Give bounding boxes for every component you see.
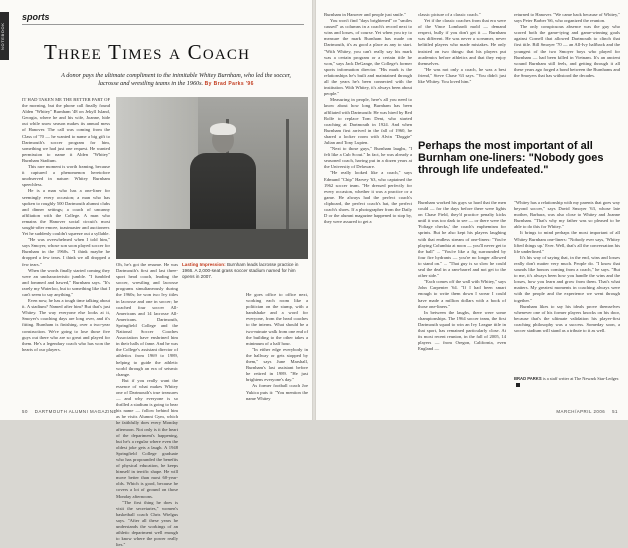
paragraph: In between the laughs, there were some championships. The 1964 soccer team, the first Dartmouth squad to win an Ivy League title in that sport, has remained particularly close. At its most recent reunion, in the fall of 2005, 14 players — from Oregon, California, even England —	[418, 309, 506, 352]
paragraph: You won't find "days brightened" or "smiles caused" as columns in a coach's record next to wins and losses, of course. Yet when you try to measure the mark Burnham has made on Dartmouth, it's as good a place as any to start. "With Whitey, you can't really say his mark was a certain program or a certain title he won," says Jack DeGange, the College's former sports information director. "His mark is the relationships he's built and maintained through all the years he's been connected with the institution. With Whitey, it's always been about people."	[324, 18, 412, 97]
paragraph: It's his way of saying that, in the end, wins and losses really don't matter very much. People do. "I know that sounds like honors coming from a coach," he says. "But to me, it's always been how you handle the wins and the losses, how you learn and grow from them. That's what matters. My greatest moments in coaching always were with the people and the experience we went through together."	[514, 254, 620, 303]
paragraph: IT HAD TAKEN ME THE BETTER PART OF the morning, but the phone call finally found Alden "Whitey" Burnham '48 on Jekyll Island, Georgia, where he and his wife, Joanne, hide out while snow season makes its annual mess of Hanover. The call was coming from the Class of '70 — he wanted to name a big gift to Dartmouth's soccer program for him, something we had just one request. He wanted permission to name it Alden "Whitey" Burnham Stadium.	[22, 97, 110, 163]
right-column-3-top	[514, 12, 620, 138]
bio-author-name: BRAD PARKS	[514, 376, 542, 381]
left-column-1	[22, 97, 110, 409]
issue-date: MARCH/APRIL 2006	[556, 409, 606, 414]
left-column-2	[116, 262, 178, 548]
right-folio	[556, 409, 618, 414]
right-column-3-bottom	[514, 200, 620, 370]
deck-text: A donor pays the ultimate compliment to the inimitable Whitey Burnham, who led the soccer, lacrosse and wrestling teams in the 1960s.	[61, 72, 291, 87]
article-deck	[56, 72, 296, 88]
paragraph: "He was not only a coach, he was a best friend," Steve Chase '63 says. "You didn't just like Whitey. You loved him."	[418, 66, 506, 85]
paragraph: It brings to mind perhaps the most important of all Whitey Burnham one-liners: "Nobody ever says, 'Whitey lifted things up.' Ever. Well, that's all the conversation his life underlined."	[514, 230, 620, 254]
paragraph: classic picture of a classic coach."	[418, 12, 481, 17]
left-folio	[22, 409, 117, 414]
section-rule	[22, 24, 304, 25]
photo-coach-hair	[210, 123, 236, 135]
article-title: Three Times a Coach	[44, 40, 251, 64]
right-column-2-top	[418, 12, 506, 138]
paragraph: Even now, he has a tough time talking about it. A stadium? Named after him? But that's just Whitey. The way everyone else looks at it, Smoyer's coaching days are long over, and it's fitting. Burnham is finishing, over a two-year construction. We're going to lose those five guys out there who are so great and played for them. He's a legendary coach who has won the hearts of our players.	[22, 298, 110, 352]
paragraph: He goes office to office next, working each room like a politician on the stump, with a handshake and a word for everyone, from the head coaches to the interns. What should be a two-minute walk from one end of the building to the other takes a minimum of a half hour.	[246, 292, 308, 346]
page-number: 51	[612, 409, 618, 414]
paragraph: "In either edge everybody in the hallway or gets stopped by them," says June Marshall, Burnham's last assistant before he retired in 1989. "He just brightens everyone's day."	[246, 346, 308, 383]
paragraph: "He really looked like a coach," says Edmund "Chip" Harvey '63, who captained the 1962 soccer team. "He dressed perfectly for every occasion, whether it was a practice or a game. He always had the perfect coach's clipboard, the perfect coach's hat, the perfect coach's shoes. If a photographer from the Daily D or the alumni magazine happened to stop by, they were assured to get a	[324, 170, 412, 225]
photo-caption	[182, 262, 308, 280]
paragraph: Yet if the classic coaches from that era were of the Vince Lombardi mold — demand respect, bully if you don't get it — Burnham was different. He was never a screamer, never belittled players who made mistakes. He only insisted on two things: that his players put academics before athletics and that they enjoy themselves.	[418, 18, 506, 66]
photo-bench	[116, 229, 308, 259]
paragraph: "Whitey has a relationship with my parents that goes way beyond soccer," says David Smoyer '63, whose late mother, Barbara, was also close to Whitey and Joanne Burnham. "That's why my father was so pleased to be able to do this for Whitey."	[514, 200, 620, 230]
magazine-name: DARTMOUTH ALUMNI MAGAZINE	[34, 409, 117, 414]
paragraph: Burnham worked his guys so hard that the men could — for the days before there were lights on Chase Field, they'd practice penalty kicks until it was too dark to see — or there were the 'Foliage checks,' the coach's euphemism for sprints. But he also kept his players laughing with that endless stream of one-liners: "You're playing Columbia at noon — you'll never get to the ball" ... "You're like a fig surrounded by four fire hydrants — you're no longer allowed to stand on." ... "That guy is so slow he could seal the deal in a ram-barrel and not get to the other side."	[418, 200, 506, 279]
photo-pole	[286, 119, 289, 229]
paragraph: Oh, he's got the resume. He was Dartmouth's first and last three-sport head coach, leading the soccer, wrestling and lacrosse programs simultaneously during the 1960s; he won two Ivy titles in lacrosse and one in soccer; he coached four soccer All-Americans and 14 lacrosse All-Americans. Dartmouth, Springfield College and the National Soccer Coaches Association have enshrined him in their halls of fame. And he was the College's assistant director of athletics from 1969 to 1989, helping to guide the athletic world through an era of seismic change.	[116, 262, 178, 377]
paragraph: Measuring in people, here's all you need to know about how long Burnham has been affiliated with Dartmouth: He was hired by Red Rolfe to replace Tom Dent, who started coaching at Dartmouth in 1924. And when Burnham first arrived in the fall of 1960, he shared a locker room with Alvin "Doggie" Julian and Tony Lupien.	[324, 97, 412, 145]
left-column-3	[246, 292, 308, 412]
right-column-1	[324, 12, 412, 410]
byline: By Brad Parks '96	[204, 81, 254, 87]
paragraph: "He was overwhelmed when I told him," says Smoyer, whose son soon played soccer for Burnham in the 1960s. "I think maybe he dropped a few tears. I think we all dropped a few tears."	[22, 237, 110, 267]
left-page	[0, 0, 312, 548]
paragraph: "Each comes off the wall with Whitey," says John Carpenter '64. "If I had been smart enough to write them down I swear I could have made a million dollars with a book of those one-liners."	[418, 279, 506, 309]
coach-photo	[116, 97, 308, 259]
paragraph: When the words finally started coming they were an uncharacteristic jumble. "I fumbled and fommed and hawed," Burnham says. "It's rarely my Waterloo, but to something like that I can't seem to say anything."	[22, 267, 110, 297]
right-page	[316, 0, 628, 420]
paragraph: "Next to those guys," Burnham laughs, "I felt like a Cub Scout." In fact, he was already a seasoned coach, having put in a dozen years at the University of Delaware.	[324, 146, 412, 170]
paragraph: But if you really want the essence of what makes Whitey one of Dartmouth's true treasures — and why everyone is so thrilled a stadium is going to bear his name — follow behind him as he visits Alumni Gym, which he faithfully does every Monday afternoon. Not only is it the heart of the department's happening, but he's a regular where even the oldest joke gets a laugh. A 1948 Springfield College graduate who has propounded the benefits of physical education, he keeps himself in terrific shape. He will move better than most 60-year-olds. Which is good, because he covers a lot of ground on those Monday afternoons.	[116, 377, 178, 499]
paragraph: "The first thing he does is visit the secretaries," women's basketball coach Chris Wielgus says. "After all these years he understands the workings of an athletic department well enough to know where the power really lies."	[116, 499, 178, 548]
caption-lead: Lasting Impression:	[182, 262, 226, 267]
paragraph: This rare moment is worth framing, because it captured a phenomenon heretofore unobserved in nature: Whitey Burnham speechless.	[22, 164, 110, 188]
notebook-tab-label: NOTEBOOK	[0, 22, 5, 50]
paragraph: Burnham in Hanover and people just smile."	[324, 12, 406, 17]
end-mark-icon	[516, 383, 520, 387]
page-number: 50	[22, 409, 28, 414]
paragraph: He is a man who has a one-liner for seemingly every occasion; a man who has spoken to roughly 500 Dartmouth alumni clubs and dinner settings; a coach of uncanny affiliation with the College. A man who remains the Hanover social circuit's most sought-after emcee, toastmaster and auctioneer. Yet he suddenly couldn't squeeze out a syllable.	[22, 188, 110, 237]
caption-text: Burnham leads lacrosse practice in 1966. A 2,000-seat grass soccer stadium named for him opens in 2007.	[182, 262, 299, 279]
section-label: sports	[22, 12, 50, 22]
pull-quote: Perhaps the most important of all Burnham one-liners: "Nobody goes through life undefeated."	[418, 140, 604, 176]
paragraph: Burnham likes to say his ideals prove themselves whenever one of his former players knocks on his door, because that's the ultimate validation his player-first coaching philosophy was a success. Someday soon, a soccer stadium will stand as a tribute to it as well.	[514, 303, 620, 333]
bio-text: is a staff writer at The Newark Star-Ledger.	[542, 376, 620, 381]
paragraph: returned to Hanover. "We came back because of Whitey," says Peter Barber '66, who organized the reunion.	[514, 12, 620, 24]
right-column-2-bottom	[418, 200, 506, 410]
paragraph: As former football coach Joe Yukica puts it: "You mention the name Whitey	[246, 383, 308, 401]
author-bio	[514, 376, 620, 388]
paragraph: The only conspicuous absence was the guy who scored both the game-tying and game-winning goals against Cornell that allowed Dartmouth to clinch that first title. Bill Smoyer '70 — an All-Ivy halfback and the youngest of the two Smoyer boys who played for Burnham — had been killed in Vietnam. It's an ancient wound Burnham still feels, and getting through it all these years ago forged a bond between the Burnhams and the Smoyers that has withstood the decades.	[514, 24, 620, 78]
